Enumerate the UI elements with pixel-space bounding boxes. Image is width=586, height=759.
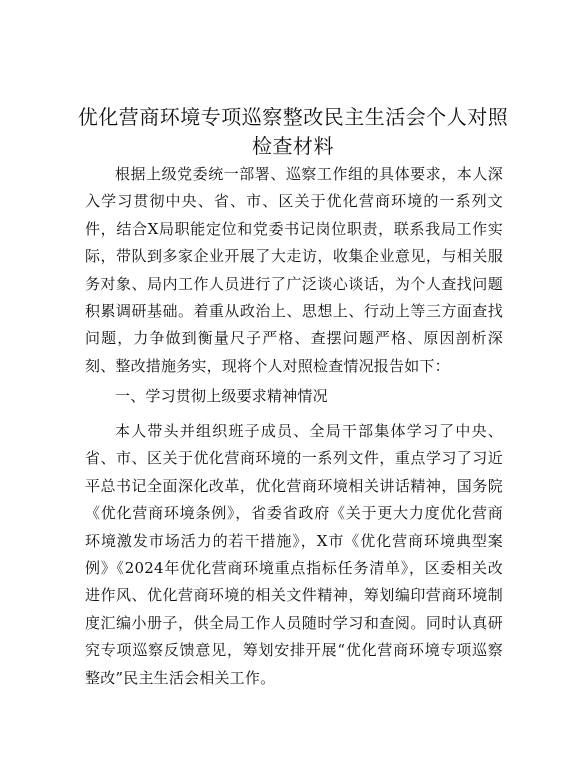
section-heading: 一、学习贯彻上级要求精神情况: [115, 387, 328, 405]
document-title: 优化营商环境专项巡察整改民主生活会个人对照检查材料: [77, 105, 509, 158]
intro-paragraph: 根据上级党委统一部署、巡察工作组的具体要求，本人深入学习贯彻中央、省、市、区关于优化营商环境的一系列文件，结合X局职能定位和党委书记岗位职责，联系我局工作实际，带队到多家企业开展了大走访，收集企业意见，与相关服务对象、局内工作人员进行了广泛谈心谈话，为个人查找问题积累调研基础。着重从政治上、思想上、行动上等三方面查找问题，力争做到衡量尺子严格、查摆问题严格、原因剖析深刻、整改措施务实，现将个人对照检查情况报告如下：: [85, 165, 503, 375]
section-paragraph: 本人带头并组织班子成员、全局干部集体学习了中央、省、市、区关于优化营商环境的一系列文件，重点学习了习近平总书记全面深化改革，优化营商环境相关讲话精神，国务院《优化营商环境条例》，省委省政府《关于更大力度优化营商环境激发市场活力的若干措施》，X市《优化营商环境典型案例》《2024年优化营商环境重点指标任务清单》，区委相关改进作风、优化营商环境的相关文件精神，筹划编印营商环境制度汇编小册子，供全局工作人员随时学习和查阅。同时认真研究专项巡察反馈意见，筹划安排开展“优化营商环境专项巡察整改”民主生活会相关工作。: [85, 422, 503, 687]
